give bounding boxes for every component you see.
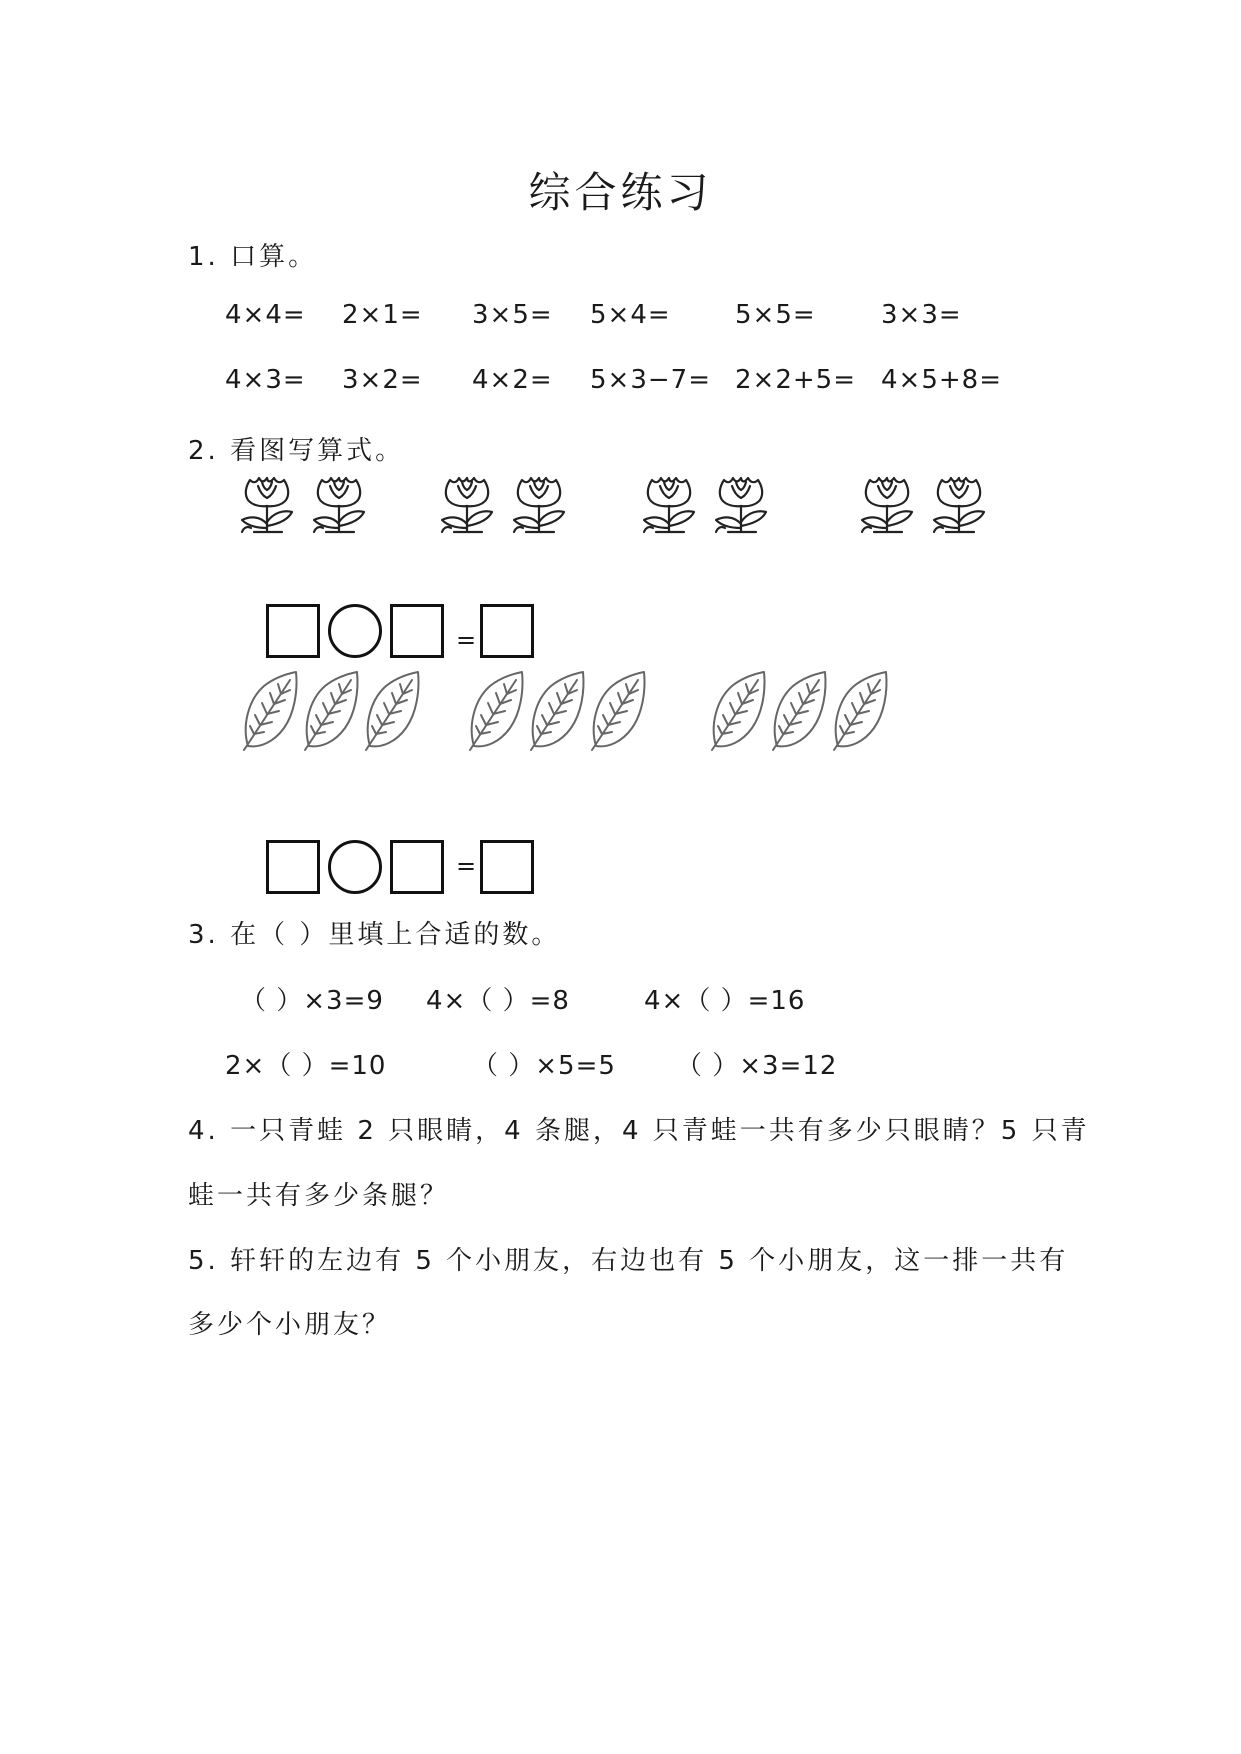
q3-expression: 4×（ ）=8 [426, 986, 570, 1016]
question-1-label: 1. 口算。 [188, 242, 318, 272]
leaf-icon [301, 670, 361, 756]
question-5-line-2: 多少个小朋友？ [188, 1310, 392, 1340]
q1-expression: 3×2= [342, 365, 423, 395]
page-title: 综合练习 [528, 168, 713, 217]
flower-icon [928, 472, 990, 540]
question-2-label: 2. 看图写算式。 [188, 436, 405, 466]
q1-expression: 4×4= [225, 300, 306, 330]
q3-expression: 4×（ ）=16 [644, 986, 806, 1016]
answer-box[interactable] [480, 840, 534, 894]
q1-expression: 2×1= [342, 300, 423, 330]
answer-box[interactable] [480, 604, 534, 658]
equals-sign: = [456, 852, 477, 880]
flower-icon [308, 472, 370, 540]
leaf-icon [362, 670, 422, 756]
q3-expression: （ ）×5=5 [472, 1051, 616, 1081]
equals-sign: = [456, 626, 477, 654]
q3-expression: （ ）×3=9 [240, 986, 384, 1016]
flower-icon [638, 472, 700, 540]
q1-expression: 2×2+5= [735, 365, 856, 395]
question-5-line-1: 5. 轩轩的左边有 5 个小朋友，右边也有 5 个小朋友，这一排一共有 [188, 1246, 1069, 1276]
leaf-icon [708, 670, 768, 756]
question-4-line-2: 蛙一共有多少条腿？ [188, 1181, 450, 1211]
q1-expression: 5×3−7= [590, 365, 711, 395]
leaf-icon [466, 670, 526, 756]
q1-expression: 3×3= [881, 300, 962, 330]
operator-circle[interactable] [328, 840, 382, 894]
answer-box[interactable] [390, 840, 444, 894]
q1-expression: 3×5= [472, 300, 553, 330]
flower-icon [236, 472, 298, 540]
question-4-line-1: 4. 一只青蛙 2 只眼睛，4 条腿，4 只青蛙一共有多少只眼睛？5 只青 [188, 1116, 1090, 1146]
q3-expression: （ ）×3=12 [676, 1051, 838, 1081]
leaf-icon [769, 670, 829, 756]
flower-icon [856, 472, 918, 540]
leaf-icon [830, 670, 890, 756]
q1-expression: 5×4= [590, 300, 671, 330]
flower-icon [710, 472, 772, 540]
answer-box[interactable] [266, 604, 320, 658]
question-3-label: 3. 在（ ）里填上合适的数。 [188, 920, 561, 950]
leaf-icon [527, 670, 587, 756]
flower-icon [436, 472, 498, 540]
q1-expression: 4×3= [225, 365, 306, 395]
q1-expression: 4×2= [472, 365, 553, 395]
leaf-icon [240, 670, 300, 756]
flower-icon [508, 472, 570, 540]
operator-circle[interactable] [328, 604, 382, 658]
answer-box[interactable] [390, 604, 444, 658]
leaf-icon [588, 670, 648, 756]
answer-box[interactable] [266, 840, 320, 894]
q3-expression: 2×（ ）=10 [225, 1051, 387, 1081]
q1-expression: 5×5= [735, 300, 816, 330]
q1-expression: 4×5+8= [881, 365, 1002, 395]
